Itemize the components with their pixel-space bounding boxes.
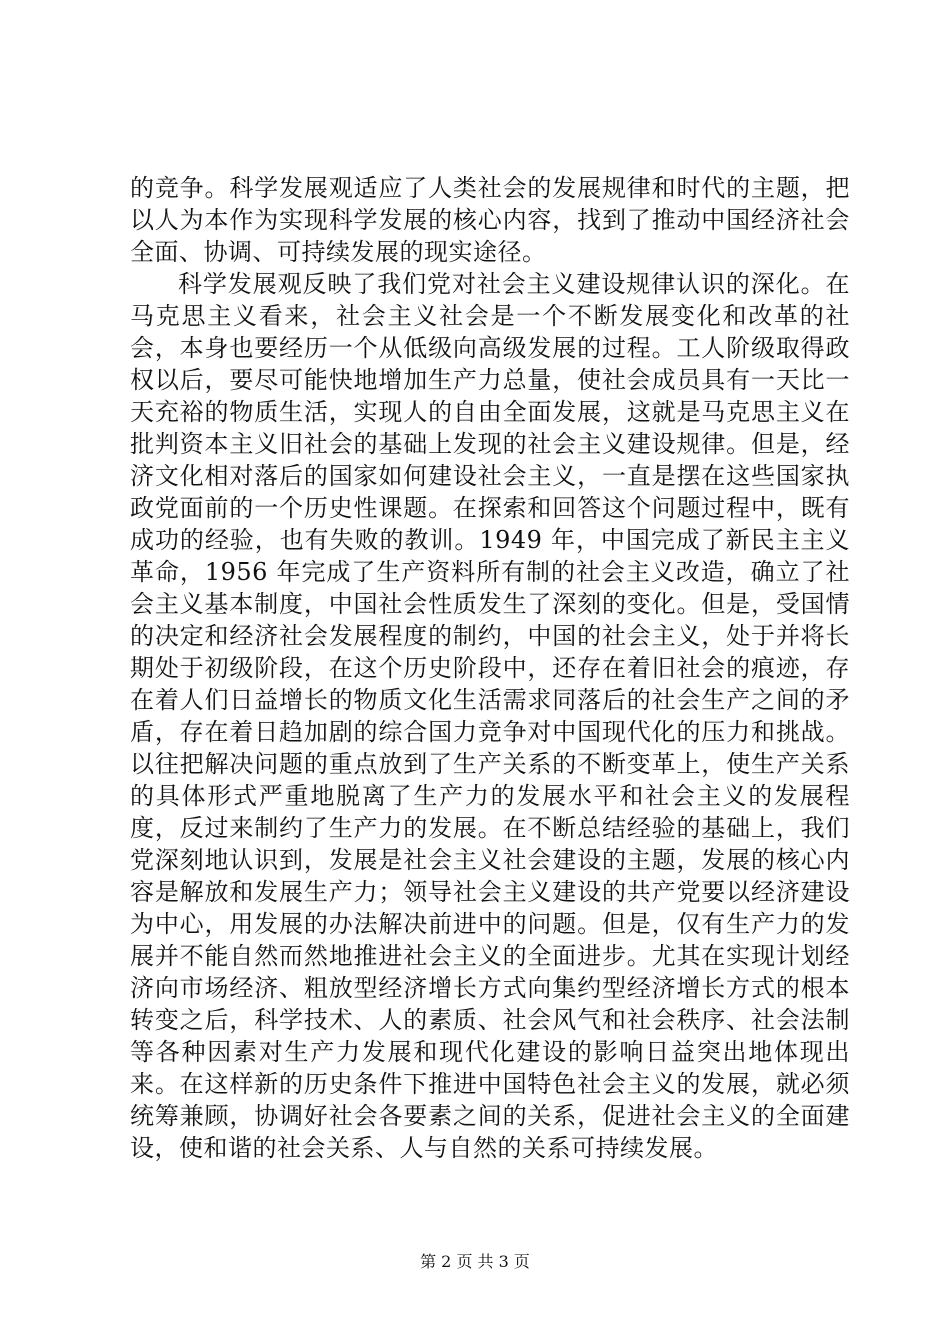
paragraph-continuation: 的竞争。科学发展观适应了人类社会的发展规律和时代的主题，把以人为本作为实现科学发展的核心内容，找到了推动中国经济社会全面、协调、可持续发展的现实途径。 (130, 174, 850, 266)
paragraph-scientific-development: 科学发展观反映了我们党对社会主义建设规律认识的深化。在马克思主义看来，社会主义社会是一个不断发展变化和改革的社会，本身也要经历一个从低级向高级发展的过程。工人阶级取得政权以后，要尽可能快地增加生产力总量，使社会成员具有一天比一天充裕的物质生活，实现人的自由全面发展，这就是马克思主义在批判资本主义旧社会的基础上发现的社会主义建设规律。但是，经济文化相对落后的国家如何建设社会主义，一直是摆在这些国家执政党面前的一个历史性课题。在探索和回答这个问题过程中，既有成功的经验，也有失败的教训。1949 年，中国完成了新民主主义革命，1956 年完成了生产资料所有制的社会主义改造，确立了社会主义基本制度，中国社会性质发生了深刻的变化。但是，受国情的决定和经济社会发展程度的制约，中国的社会主义，处于并将长期处于初级阶段，在这个历史阶段中，还存在着旧社会的痕迹，存在着人们日益增长的物质文化生活需求同落后的社会生产之间的矛盾，存在着日趋加剧的综合国力竞争对中国现代化的压力和挑战。以往把解决问题的重点放到了生产关系的不断变革上，使生产关系的具体形式严重地脱离了生产力的发展水平和社会主义的发展程度，反过来制约了生产力的发展。在不断总结经验的基础上，我们党深刻地认识到，发展是社会主义社会建设的主题，发展的核心内容是解放和发展生产力；领导社会主义建设的共产党要以经济建设为中心，用发展的办法解决前进中的问题。但是，仅有生产力的发展并不能自然而然地推进社会主义的全面进步。尤其在实现计划经济向市场经济、粗放型经济增长方式向集约型经济增长方式的根本转变之后，科学技术、人的素质、社会风气和社会秩序、社会法制等各种因素对生产力发展和现代化建设的影响日益突出地体现出来。在这样新的历史条件下推进中国特色社会主义的发展，就必须统筹兼顾，协调好社会各要素之间的关系，促进社会主义的全面建设，使和谐的社会关系、人与自然的关系可持续发展。 (130, 270, 850, 1162)
document-body (130, 172, 850, 1164)
page-footer: 第 2 页 共 3 页 (420, 1252, 530, 1271)
